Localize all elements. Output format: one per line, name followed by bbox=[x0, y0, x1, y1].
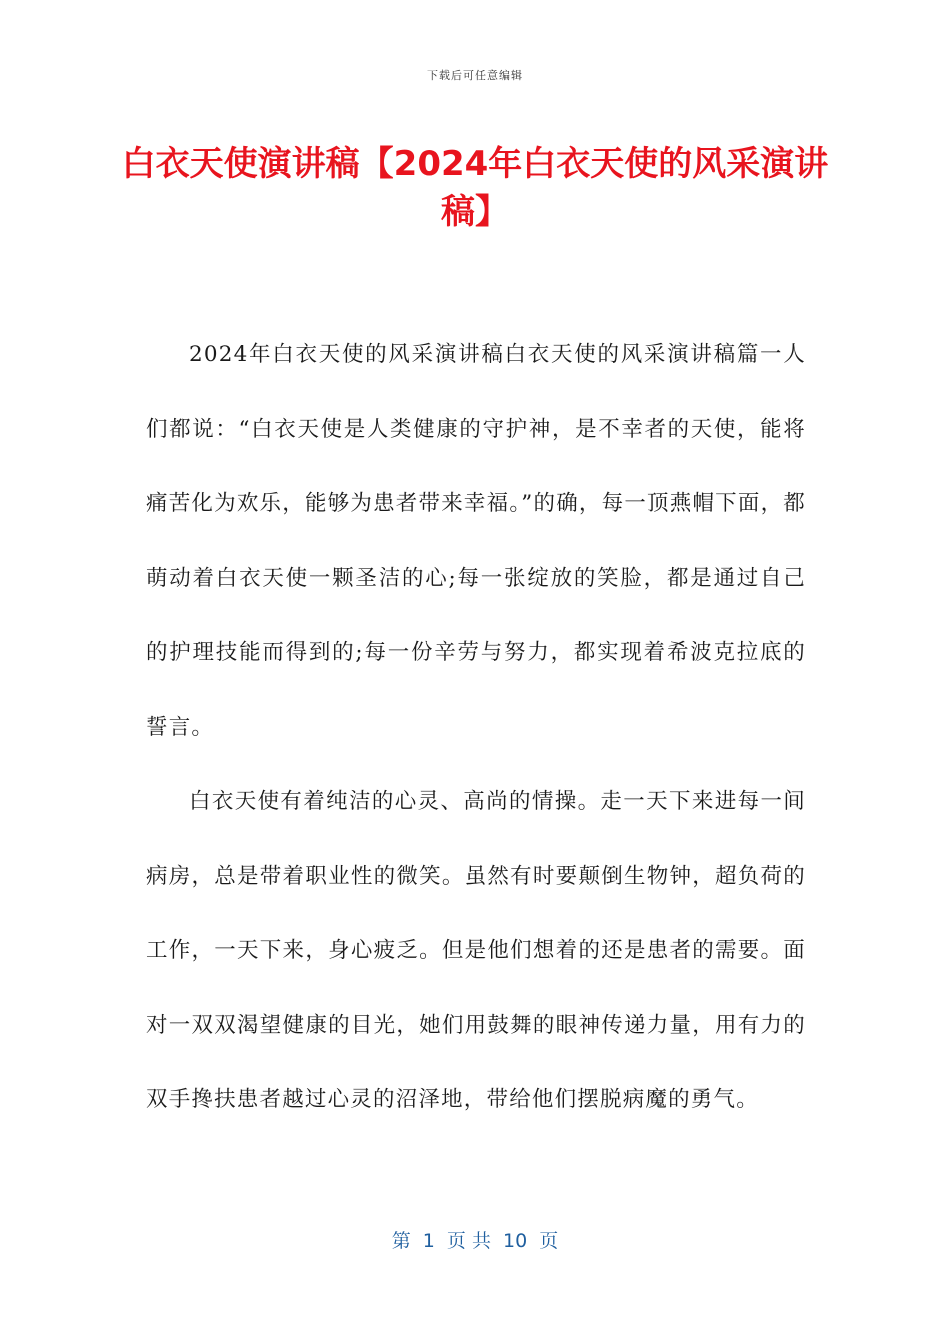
body-paragraph: 2024年白衣天使的风采演讲稿白衣天使的风采演讲稿篇一人们都说：“白衣天使是人类健康的守护神，是不幸者的天使，能将痛苦化为欢乐，能够为患者带来幸福。”的确，每一顶燕帽下面，都萌动着白衣天使一颗圣洁的心;每一张绽放的笑脸，都是通过自己的护理技能而得到的;每一份辛劳与努力，都实现着希波克拉底的誓言。 bbox=[146, 342, 806, 740]
header-note: 下载后可任意编辑 bbox=[427, 69, 523, 82]
body-paragraph: 白衣天使有着纯洁的心灵、高尚的情操。走一天下来进每一间病房，总是带着职业性的微笑。虽然有时要颠倒生物钟，超负荷的工作，一天下来，身心疲乏。但是他们想着的还是患者的需要。面对一双双渴望健康的目光，她们用鼓舞的眼神传递力量，用有力的双手搀扶患者越过心灵的沼泽地，带给他们摆脱病魔的勇气。 bbox=[146, 789, 806, 1112]
document-title: 白衣天使演讲稿【2024年白衣天使的风采演讲稿】 bbox=[121, 144, 829, 232]
document-body bbox=[146, 318, 806, 1138]
page-number-footer: 第 1 页 共 10 页 bbox=[391, 1230, 559, 1252]
